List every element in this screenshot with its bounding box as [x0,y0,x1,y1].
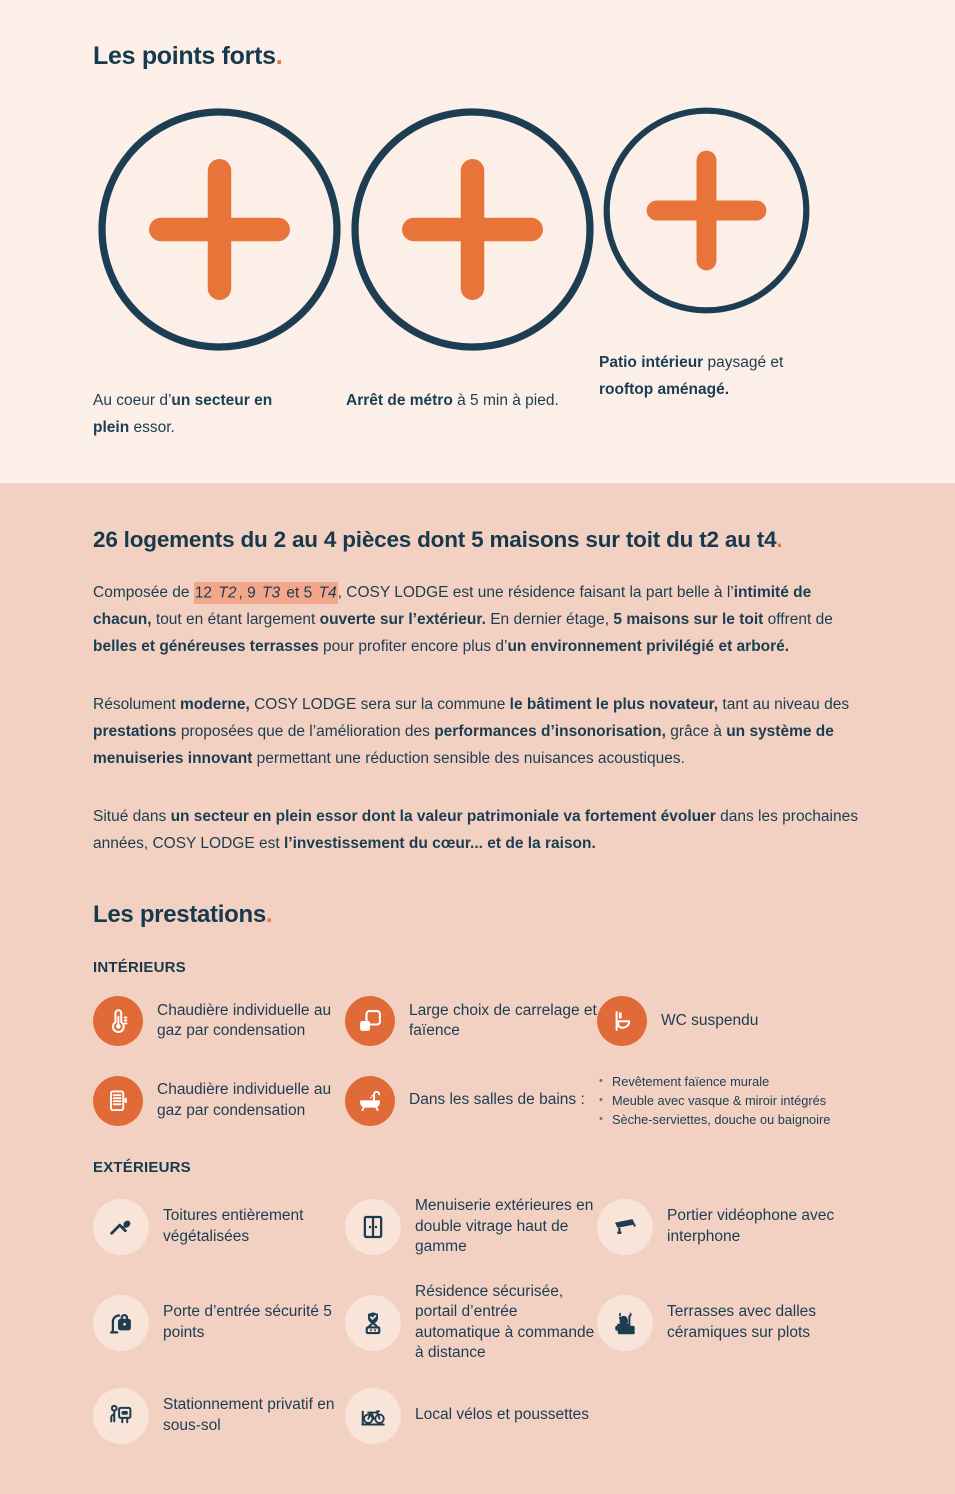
description-section [0,483,955,1494]
plus-icon [93,343,346,360]
plus-icon [599,305,814,322]
feature-label: WC suspendu [661,1011,759,1029]
feature-label: Chaudière individuelle au gaz par condensation [157,1081,332,1119]
highlight-item [93,103,346,441]
highlights-grid [93,103,862,441]
private-parking-icon [93,1388,149,1444]
highlight-text: Arrêt de métro à 5 min à pied. [346,392,559,409]
highlight-text: Au coeur d’un secteur en plein essor. [93,392,273,436]
security-lock-icon [93,1295,149,1351]
feature-item [93,1295,345,1351]
feature-item [345,1388,597,1444]
feature-label: Portier vidéophone avec interphone [667,1207,835,1245]
feature-item [93,1199,345,1255]
description-paragraph: Composée de 12 T2 , 9 T3 et 5 T4, COSY LODGE est une résidence faisant la part belle à l’intimité de chacun, tout en étant largement ouverte sur l’extérieur. En dernier étage, 5 maisons sur le toit offrent de belles et généreuses terrasses pour profiter encore plus d’un environnement privilégié et arboré. [93,579,865,660]
interiors-label: INTÉRIEURS [93,959,186,976]
feature-item [93,996,345,1046]
feature-item [345,1076,597,1126]
double-door-icon [345,1199,401,1255]
feature-label: Dans les salles de bains : [409,1091,585,1109]
description-title: 26 logements du 2 au 4 pièces dont 5 maisons sur toit du t2 au t4. [93,527,783,552]
feature-item [93,1076,345,1126]
bullet-item: • Revêtement faïence murale [597,1072,862,1091]
exteriors-label: EXTÉRIEURS [93,1159,191,1176]
toilet-icon [597,996,647,1046]
feature-item [597,996,862,1046]
bathtub-icon [345,1076,395,1126]
bullet-item: • Sèche-serviettes, douche ou baignoire [597,1110,862,1129]
interiors-grid [93,996,862,1129]
feature-label: Menuiserie extérieures en double vitrage haut de gamme [415,1197,594,1255]
bicycle-icon [345,1388,401,1444]
feature-label: Terrasses avec dalles céramiques sur plots [667,1303,817,1341]
feature-label: Résidence sécurisée, portail d’entrée automatique à commande à distance [415,1282,595,1361]
feature-label: Local vélos et poussettes [415,1406,590,1424]
feature-label: Toitures entièrement végétalisées [163,1207,304,1245]
feature-item [597,1199,862,1255]
feature-item [597,1295,862,1351]
feature-item [345,996,597,1046]
bullet-item: • Meuble avec vasque & miroir intégrés [597,1091,862,1110]
secure-gate-icon [345,1295,401,1351]
thermometer-icon [93,996,143,1046]
highlight-item [599,103,814,441]
feature-label: Porte d’entrée sécurité 5 points [163,1303,332,1341]
feature-item [93,1388,345,1444]
video-intercom-icon [597,1199,653,1255]
highlight-text: Patio intérieur paysagé et rooftop aménagé. [599,354,784,398]
tiles-icon [345,996,395,1046]
feature-item [345,1282,597,1364]
boiler-icon [93,1076,143,1126]
bathroom-bullets [597,1072,862,1129]
highlight-item [346,103,599,441]
prestations-title: Les prestations. [93,901,273,928]
plus-icon [346,343,599,360]
green-roof-icon [93,1199,149,1255]
feature-item [345,1196,597,1258]
highlights-title: Les points forts. [93,42,283,70]
feature-label: Large choix de carrelage et faïence [409,1001,597,1039]
description-paragraph: Situé dans un secteur en plein essor dont la valeur patrimoniale va fortement évoluer dans les prochaines années, COSY LODGE est l’investissement du cœur... et de la raison. [93,808,858,852]
description-paragraph: Résolument moderne, COSY LODGE sera sur la commune le bâtiment le plus novateur, tant au niveau des prestations proposées que de l’amélioration des performances d’insonorisation, grâce à un système de menuiseries innovant permettant une réduction sensible des nuisances acoustiques. [93,696,850,767]
feature-label: Stationnement privatif en sous-sol [163,1396,335,1434]
highlights-section [0,0,955,483]
feature-label: Chaudière individuelle au gaz par condensation [157,1001,332,1039]
terrace-icon [597,1295,653,1351]
exteriors-grid [93,1196,862,1444]
